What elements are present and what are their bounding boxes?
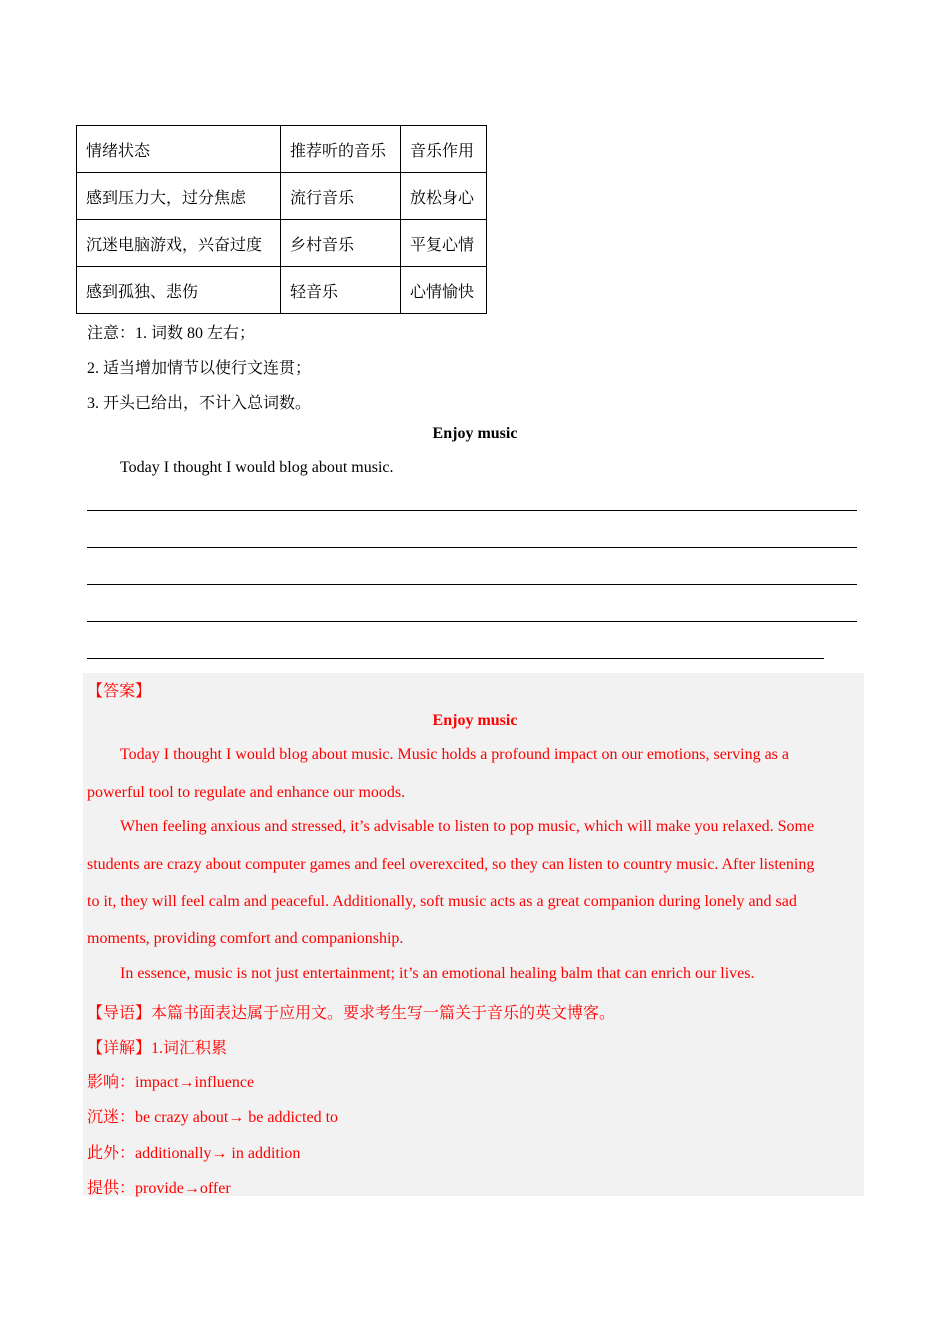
writing-line [87, 510, 857, 511]
answer-text-line: to it, they will feel calm and peaceful. Additionally, soft music acts as a great companion during lonely and sad [87, 893, 797, 910]
detail-heading: 【详解】1.词汇积累 [87, 1040, 228, 1057]
table-row [77, 220, 487, 267]
vocab-item: 沉迷：be crazy about→ be addicted to [87, 1109, 339, 1126]
answer-text-line: moments, providing comfort and companionship. [87, 930, 404, 947]
table-cell: 推荐听的音乐 [281, 126, 401, 173]
writing-line [87, 584, 857, 585]
answer-text-line: students are crazy about computer games and feel overexcited, so they can listen to country music. After listening [87, 856, 815, 873]
note-opening: 3. 开头已给出，不计入总词数。 [87, 395, 312, 412]
table-cell: 情绪状态 [77, 126, 281, 173]
vocab-item: 提供：provide→offer [87, 1180, 231, 1197]
prompt-title: Enjoy music [432, 425, 518, 442]
table-cell: 流行音乐 [281, 173, 401, 220]
table-cell: 沉迷电脑游戏，兴奋过度 [77, 220, 281, 267]
table-cell: 感到孤独、悲伤 [77, 267, 281, 314]
table-cell: 心情愉快 [401, 267, 487, 314]
answer-title: Enjoy music [432, 712, 518, 729]
table-cell: 感到压力大，过分焦虑 [77, 173, 281, 220]
table-cell: 轻音乐 [281, 267, 401, 314]
vocab-item: 影响：impact→influence [87, 1074, 255, 1091]
mood-music-table [76, 125, 487, 314]
answer-text-line: In essence, music is not just entertainment; it’s an emotional healing balm that can enrich our lives. [120, 965, 755, 982]
table-row [77, 126, 487, 173]
table-cell: 音乐作用 [401, 126, 487, 173]
vocab-item: 此外：additionally→ in addition [87, 1145, 301, 1162]
table-cell: 平复心情 [401, 220, 487, 267]
table-cell: 乡村音乐 [281, 220, 401, 267]
writing-line [87, 658, 824, 659]
prompt-opening: Today I thought I would blog about music. [120, 459, 394, 476]
table-row [77, 173, 487, 220]
writing-line [87, 621, 857, 622]
table-row [77, 267, 487, 314]
table-cell: 放松身心 [401, 173, 487, 220]
writing-line [87, 547, 857, 548]
answer-text-line: When feeling anxious and stressed, it’s advisable to listen to pop music, which will make you relaxed. Some [120, 818, 815, 835]
note-coherence: 2. 适当增加情节以使行文连贯； [87, 360, 312, 377]
answer-text-line: Today I thought I would blog about music. Music holds a profound impact on our emotions, serving as a [120, 746, 790, 763]
answer-label: 【答案】 [87, 683, 152, 700]
answer-text-line: powerful tool to regulate and enhance our moods. [87, 784, 406, 801]
note-word-count: 注意：1. 词数 80 左右； [87, 325, 256, 342]
guide-text: 【导语】本篇书面表达属于应用文。要求考生写一篇关于音乐的英文博客。 [87, 1005, 616, 1022]
